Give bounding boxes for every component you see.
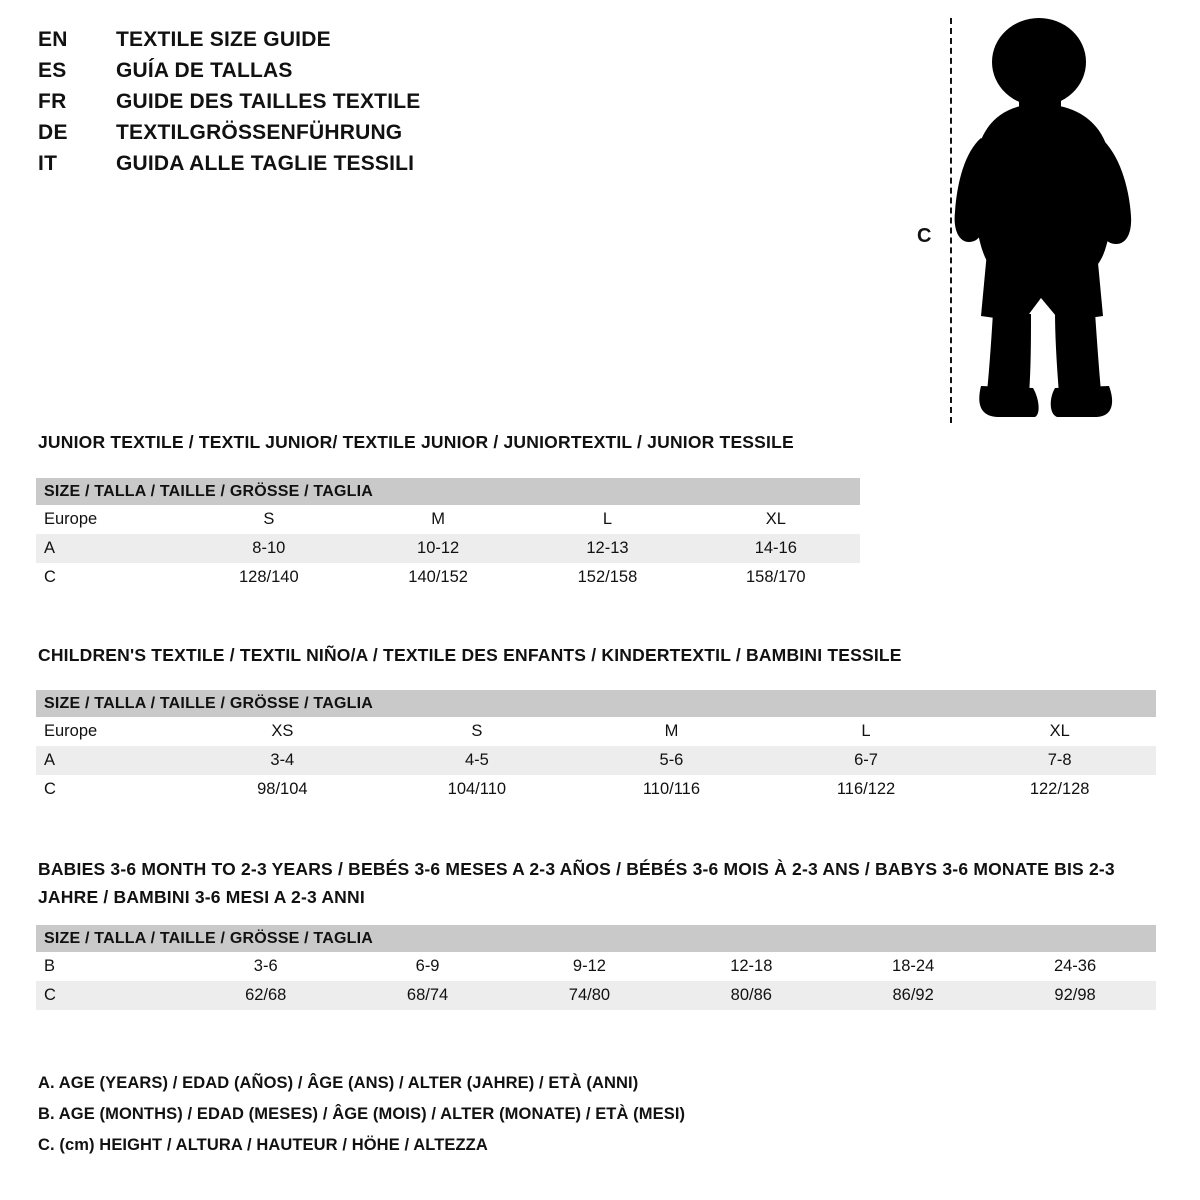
cell-value: 110/116 [574, 775, 769, 804]
section-title-junior: JUNIOR TEXTILE / TEXTIL JUNIOR/ TEXTILE JUNIOR / JUNIORTEXTIL / JUNIOR TESSILE [38, 432, 794, 452]
height-measure-label: C [917, 225, 932, 247]
cell-value: L [769, 717, 964, 746]
cell-value: M [353, 505, 523, 534]
row-label: B [36, 952, 185, 981]
children-size-table [36, 690, 1156, 804]
table-band-row [36, 925, 1156, 952]
language-title: TEXTILGRÖSSENFÜHRUNG [116, 121, 403, 144]
cell-value: XS [185, 717, 380, 746]
language-code: IT [38, 152, 58, 175]
cell-value: 74/80 [509, 981, 671, 1010]
footnote-a: A. AGE (YEARS) / EDAD (AÑOS) / ÂGE (ANS) / ALTER (JAHRE) / ETÀ (ANNI) [38, 1074, 639, 1092]
table-band-row [36, 478, 860, 505]
footnotes [38, 1068, 1138, 1161]
cell-value: 9-12 [509, 952, 671, 981]
cell-value: 92/98 [994, 981, 1156, 1010]
cell-value: 3-6 [185, 952, 347, 981]
cell-value: 12-18 [670, 952, 832, 981]
cell-value: 4-5 [380, 746, 575, 775]
language-row [38, 59, 658, 90]
cell-value: M [574, 717, 769, 746]
language-title: GUIDE DES TAILLES TEXTILE [116, 90, 421, 113]
cell-value: L [523, 505, 691, 534]
cell-value: 24-36 [994, 952, 1156, 981]
cell-value: 128/140 [185, 563, 353, 592]
cell-value: XL [963, 717, 1156, 746]
cell-value: 18-24 [832, 952, 994, 981]
language-title-block [38, 28, 658, 183]
cell-value: XL [692, 505, 860, 534]
cell-value: 7-8 [963, 746, 1156, 775]
table-row [36, 717, 1156, 746]
table-band-row [36, 690, 1156, 717]
row-label: C [36, 981, 185, 1010]
language-code: ES [38, 59, 67, 82]
language-code: EN [38, 28, 68, 51]
cell-value: 158/170 [692, 563, 860, 592]
cell-value: 98/104 [185, 775, 380, 804]
row-label: A [36, 746, 185, 775]
section-title-babies: BABIES 3-6 MONTH TO 2-3 YEARS / BEBÉS 3-6 MESES A 2-3 AÑOS / BÉBÉS 3-6 MOIS À 2-3 ANS / BABYS 3-6 MONATE BIS 2-3 JAHRE / BAMBINI 3-6 MESI A 2-3 ANNI [38, 859, 1115, 907]
footnote-c: C. (cm) HEIGHT / ALTURA / HAUTEUR / HÖHE / ALTEZZA [38, 1136, 488, 1154]
babies-band-label: SIZE / TALLA / TAILLE / GRÖSSE / TAGLIA [36, 925, 1156, 952]
cell-value: 140/152 [353, 563, 523, 592]
table-row [36, 534, 860, 563]
cell-value: 10-12 [353, 534, 523, 563]
table-row [36, 505, 860, 534]
cell-value: 6-9 [347, 952, 509, 981]
language-row [38, 90, 658, 121]
row-label: Europe [36, 505, 185, 534]
cell-value: 116/122 [769, 775, 964, 804]
measurement-figure [895, 10, 1155, 430]
cell-value: S [185, 505, 353, 534]
cell-value: 62/68 [185, 981, 347, 1010]
table-row [36, 775, 1156, 804]
language-row [38, 152, 658, 183]
cell-value: 122/128 [963, 775, 1156, 804]
language-title: GUÍA DE TALLAS [116, 59, 293, 82]
section-title-children: CHILDREN'S TEXTILE / TEXTIL NIÑO/A / TEXTILE DES ENFANTS / KINDERTEXTIL / BAMBINI TESSILE [38, 645, 902, 665]
table-row [36, 981, 1156, 1010]
cell-value: S [380, 717, 575, 746]
cell-value: 5-6 [574, 746, 769, 775]
cell-value: 6-7 [769, 746, 964, 775]
cell-value: 14-16 [692, 534, 860, 563]
cell-value: 3-4 [185, 746, 380, 775]
language-row [38, 28, 658, 59]
cell-value: 80/86 [670, 981, 832, 1010]
row-label: Europe [36, 717, 185, 746]
junior-band-label: SIZE / TALLA / TAILLE / GRÖSSE / TAGLIA [36, 478, 860, 505]
babies-size-table [36, 925, 1156, 1010]
cell-value: 8-10 [185, 534, 353, 563]
table-row [36, 952, 1156, 981]
junior-size-table [36, 478, 860, 592]
language-code: FR [38, 90, 67, 113]
row-label: C [36, 563, 185, 592]
footnote-b: B. AGE (MONTHS) / EDAD (MESES) / ÂGE (MOIS) / ALTER (MONATE) / ETÀ (MESI) [38, 1105, 686, 1123]
language-code: DE [38, 121, 68, 144]
table-row [36, 563, 860, 592]
row-label: C [36, 775, 185, 804]
cell-value: 86/92 [832, 981, 994, 1010]
cell-value: 12-13 [523, 534, 691, 563]
row-label: A [36, 534, 185, 563]
table-row [36, 746, 1156, 775]
language-title: GUIDA ALLE TAGLIE TESSILI [116, 152, 415, 175]
cell-value: 104/110 [380, 775, 575, 804]
language-title: TEXTILE SIZE GUIDE [116, 28, 331, 51]
cell-value: 68/74 [347, 981, 509, 1010]
child-silhouette-icon [943, 16, 1143, 426]
cell-value: 152/158 [523, 563, 691, 592]
language-row [38, 121, 658, 152]
children-band-label: SIZE / TALLA / TAILLE / GRÖSSE / TAGLIA [36, 690, 1156, 717]
